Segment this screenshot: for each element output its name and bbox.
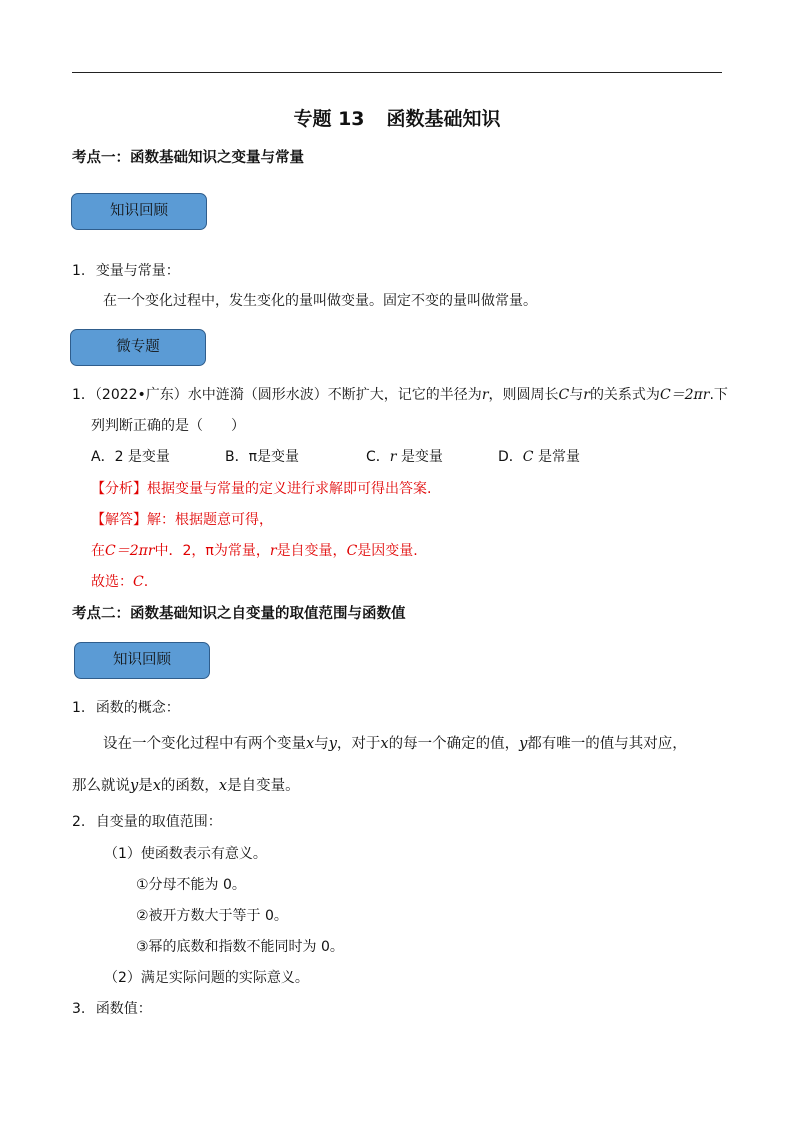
solution-text: 是因变量. [357,543,418,559]
var-r: r [583,387,590,403]
badge-knowledge-review-1: 知识回顾 [71,193,207,230]
condition-denominator: ①分母不能为 0。 [136,877,246,893]
var-r: r [269,543,277,559]
final-text: . [143,574,149,590]
question-1-line-1 [72,384,728,404]
var-y: y [519,736,528,752]
definition-text: 的函数， [160,778,219,794]
item-label: 变量与常量： [95,263,180,279]
item-number: 3. [72,1001,86,1017]
var-r: r [481,387,489,403]
analysis-line [91,478,431,498]
item-number: 1. [72,700,86,716]
option-label: B． [225,449,249,465]
solution-text: 中．2，π为常量， [154,543,270,559]
var-r: r [389,449,397,465]
badge-micro-topic: 微专题 [70,329,206,366]
header-rule [72,72,722,73]
definition-text: 的每一个确定的值， [388,736,520,752]
answer-text: 解：根据题意可得， [147,512,273,528]
definition-line-1 [103,732,687,753]
section-heading-2: 考点二：函数基础知识之自变量的取值范围与函数值 [72,606,406,622]
question-stem: 水中涟漪（圆形水波）不断扩大，记它的半径为 [187,387,482,403]
option-label: C． [366,449,390,465]
definition-line-2 [72,774,300,795]
item-domain-of-variable [72,811,222,831]
solution-text: 是自变量， [276,543,347,559]
item-number: 2. [72,814,86,830]
item-label: 函数的概念： [95,700,180,716]
item-function-value [72,998,152,1018]
item-label: 函数值： [95,1001,152,1017]
var-x: x [306,736,315,752]
question-1-line-2: 列判断正确的是（ ） [91,418,245,434]
definition-text: 设在一个变化过程中有两个变量 [103,736,306,752]
var-x: x [380,736,389,752]
var-c: C [522,449,534,465]
var-y: y [130,778,139,794]
option-label: A． [91,449,115,465]
title-number: 专题 13 [293,108,365,130]
title-text: 函数基础知识 [386,108,501,130]
option-text: π是变量 [248,449,300,465]
analysis-text: 根据变量与常量的定义进行求解即可得出答案. [147,481,432,497]
definition-text: ，对于 [336,736,381,752]
condition-radicand: ②被开方数大于等于 0。 [136,908,288,924]
final-choice: C [133,574,144,590]
definition-text: 与 [314,736,329,752]
condition-power: ③幂的底数和指数不能同时为 0。 [136,939,344,955]
final-answer-line [91,571,148,591]
condition-sub-1: （1）使函数表示有意义。 [104,846,267,862]
item-variables-constants-text: 在一个变化过程中，发生变化的量叫做变量。固定不变的量叫做常量。 [103,293,537,309]
question-stem: .下 [709,387,728,403]
var-x: x [152,778,161,794]
formula: C＝2πr [659,387,710,403]
question-stem: 与 [569,387,584,403]
option-label: D． [498,449,523,465]
final-text: 故选： [91,574,133,590]
option-text: 是常量 [537,449,580,465]
item-number: 1. [72,263,86,279]
analysis-tag: 【分析】 [91,481,147,497]
answer-line [91,509,273,529]
question-number: 1． [72,387,95,403]
condition-sub-2: （2）满足实际问题的实际意义。 [104,970,309,986]
definition-text: 是自变量。 [227,778,300,794]
question-stem: ，则圆周长 [488,387,559,403]
option-text: 2 是变量 [114,449,170,465]
answer-tag: 【解答】 [91,512,147,528]
option-c [366,446,443,466]
question-source: （2022•广东） [94,387,188,403]
definition-text: 是 [138,778,153,794]
solution-line [91,540,418,560]
badge-knowledge-review-2: 知识回顾 [74,642,210,679]
item-variables-constants [72,260,180,280]
option-a [91,446,170,466]
section-heading-1: 考点一：函数基础知识之变量与常量 [72,150,304,166]
page-title [0,104,794,131]
formula: C＝2πr [105,543,155,559]
var-c: C [558,387,570,403]
item-label: 自变量的取值范围： [95,814,222,830]
item-function-concept [72,697,180,717]
var-y: y [328,736,337,752]
question-stem: 的关系式为 [589,387,660,403]
var-c: C [346,543,358,559]
option-d [498,446,580,466]
var-x: x [218,778,228,794]
option-b [225,446,299,466]
solution-text: 在 [91,543,105,559]
option-text: 是变量 [400,449,443,465]
definition-text: 那么就说 [72,778,130,794]
definition-text: 都有唯一的值与其对应， [527,736,687,752]
